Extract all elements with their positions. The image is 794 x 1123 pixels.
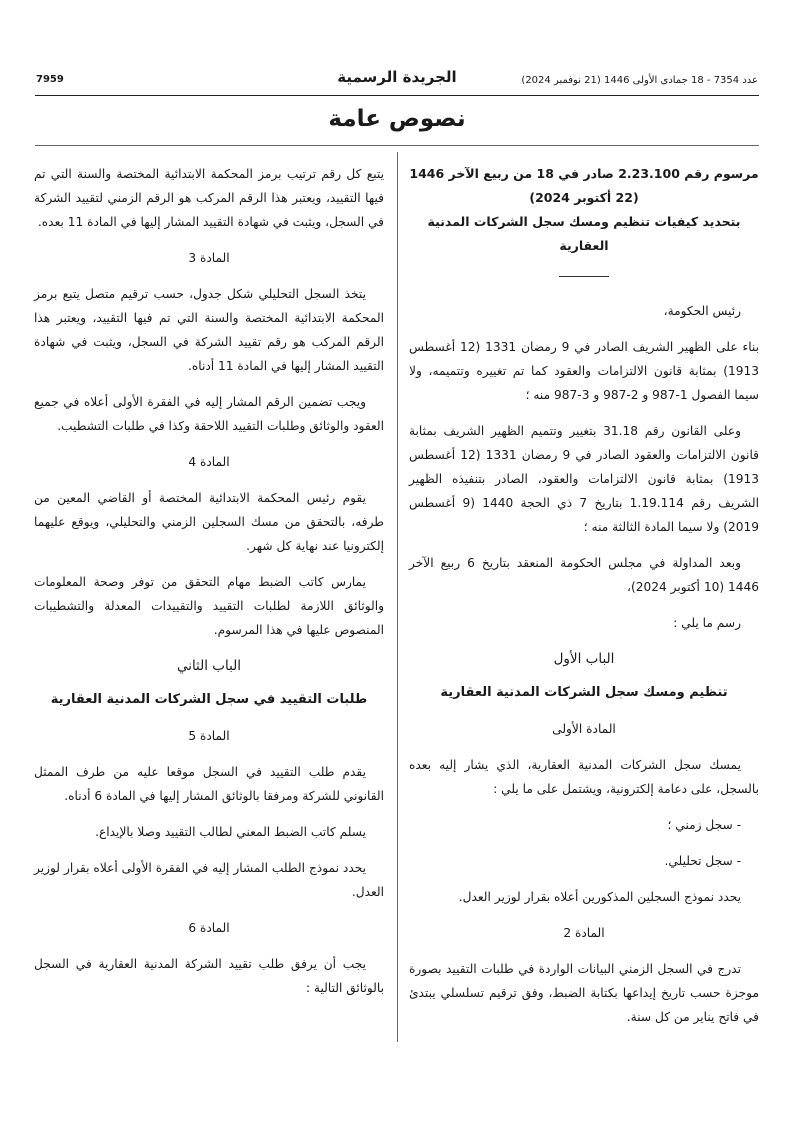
separator-rule xyxy=(559,276,609,277)
page-number: 7959 xyxy=(36,74,64,85)
journal-title: الجريدة الرسمية xyxy=(337,68,457,86)
article-4-text: يقوم رئيس المحكمة الابتدائية المختصة أو القاضي المعين من طرفه، بالتحقق من مسك السجلين الزمني والتحليلي، ويوقع عليهما إلكترونيا عند نهاية كل شهر. xyxy=(34,491,384,553)
article-4-label: المادة 4 xyxy=(188,455,230,469)
preamble-deliberation: وبعد المداولة في مجلس الحكومة المنعقد بتاريخ 6 ربيع الآخر 1446 (10 أكتوبر 2024)، xyxy=(409,556,759,594)
decree-title-line-1: مرسوم رقم 2.23.100 صادر في 18 من ربيع الآخر 1446 (22 أكتوبر 2024) xyxy=(409,166,759,205)
decree-title-line-2: بتحديد كيفيات تنظيم ومسك سجل الشركات المدنية العقارية xyxy=(427,214,741,253)
title-rule xyxy=(35,145,759,146)
article-1-label: المادة الأولى xyxy=(552,722,616,736)
list-item-analytical: - سجل تحليلي. xyxy=(664,854,741,868)
chapter-1-heading: الباب الأول xyxy=(553,651,615,667)
column-divider xyxy=(397,152,398,1042)
left-column xyxy=(34,162,384,1012)
article-2-label: المادة 2 xyxy=(563,926,605,940)
preamble-law: وعلى القانون رقم 31.18 بتغيير وتتميم الظهير الشريف بمثابة قانون الالتزامات والعقود الصادر في 9 رمضان 1331 (12 أغسطس 1913) بمثابة قانون الالتزامات والعقود، الصادر بتنفيذه الظهير الشريف رقم 1.19.114 بتاريخ 7 ذي الحجة 1440 (9 أغسطس 2019) ولا سيما المادة الثالثة منه ؛ xyxy=(409,424,759,534)
article-4-text-2: يمارس كاتب الضبط مهام التحقق من توفر وصحة المعلومات والوثائق اللازمة لطلبات التقييد والتقييدات المعدلة والتشطيبات المنصوص عليها في هذا المرسوم. xyxy=(34,575,384,637)
article-5-label: المادة 5 xyxy=(188,729,230,743)
section-title: نصوص عامة xyxy=(328,106,466,132)
article-6-label: المادة 6 xyxy=(188,921,230,935)
article-2-text: تدرج في السجل الزمني البيانات الواردة في طلبات التقييد بصورة موجزة حسب تاريخ إيداعها بكتابة الضبط، وفق ترقيم تسلسلي يبتدئ في فاتح يناير من كل سنة. xyxy=(409,962,759,1024)
article-5-text: يقدم طلب التقييد في السجل موقعا عليه من طرف الممثل القانوني للشركة ومرفقا بالوثائق المشار إليها في المادة 6 أدناه. xyxy=(34,765,384,803)
decreed-line: رسم ما يلي : xyxy=(673,616,741,630)
article-1-text: يمسك سجل الشركات المدنية العقارية، الذي يشار إليه بعده بالسجل، على دعامة إلكترونية، ويشتمل على ما يلي : xyxy=(409,758,759,796)
header-rule xyxy=(35,95,759,96)
article-6-text: يجب أن يرفق طلب تقييد الشركة المدنية العقارية في السجل بالوثائق التالية : xyxy=(34,957,384,995)
article-3-label: المادة 3 xyxy=(188,251,230,265)
right-column xyxy=(409,162,759,1041)
chapter-1-title: تنظيم ومسك سجل الشركات المدنية العقارية xyxy=(440,685,728,700)
issue-info: عدد 7354 - 18 جمادى الأولى 1446 (21 نوفمبر 2024) xyxy=(521,75,758,86)
chapter-2-title: طلبات التقييد في سجل الشركات المدنية العقارية xyxy=(50,692,368,707)
article-5-text-2: يسلم كاتب الضبط المعني لطالب التقييد وصلا بالإيداع. xyxy=(95,825,366,839)
article-1-model: يحدد نموذج السجلين المذكورين أعلاه بقرار لوزير العدل. xyxy=(458,890,741,904)
article-5-text-3: يحدد نموذج الطلب المشار إليه في الفقرة الأولى أعلاه بقرار لوزير العدل. xyxy=(34,861,384,899)
list-item-chronological: - سجل زمني ؛ xyxy=(667,818,741,832)
article-3-text-2: ويجب تضمين الرقم المشار إليه في الفقرة الأولى أعلاه في جميع العقود والوثائق وطلبات التقييد اللاحقة وكذا في طلبات التشطيب. xyxy=(34,395,384,433)
preamble-dahir: بناء على الظهير الشريف الصادر في 9 رمضان 1331 (12 أغسطس 1913) بمثابة قانون الالتزامات والعقود كما تم تغييره وتتميمه، ولا سيما الفصول 1-987 و 2-987 و 3-987 منه ؛ xyxy=(409,340,759,402)
continued-paragraph: يتبع كل رقم ترتيب برمز المحكمة الابتدائية المختصة والسنة التي تم فيها التقييد، ويعتبر هذا الرقم المركب هو الرقم الزمني لتقييد الشركة في السجل، ويثبت في شهادة التقييد المشار إليها في المادة 11 بعده. xyxy=(34,167,384,229)
chapter-2-heading: الباب الثاني xyxy=(176,658,242,674)
article-3-text: يتخذ السجل التحليلي شكل جدول، حسب ترقيم متصل يتبع برمز المحكمة الابتدائية المختصة والسنة التي تم فيها التقييد، ويعتبر هذا الرقم المركب هو رقم تقييد الشركة في السجل، ويثبت في شهادة التقييد المشار إليها في المادة 11 أدناه. xyxy=(34,287,384,373)
head-of-government: رئيس الحكومة، xyxy=(663,304,741,318)
